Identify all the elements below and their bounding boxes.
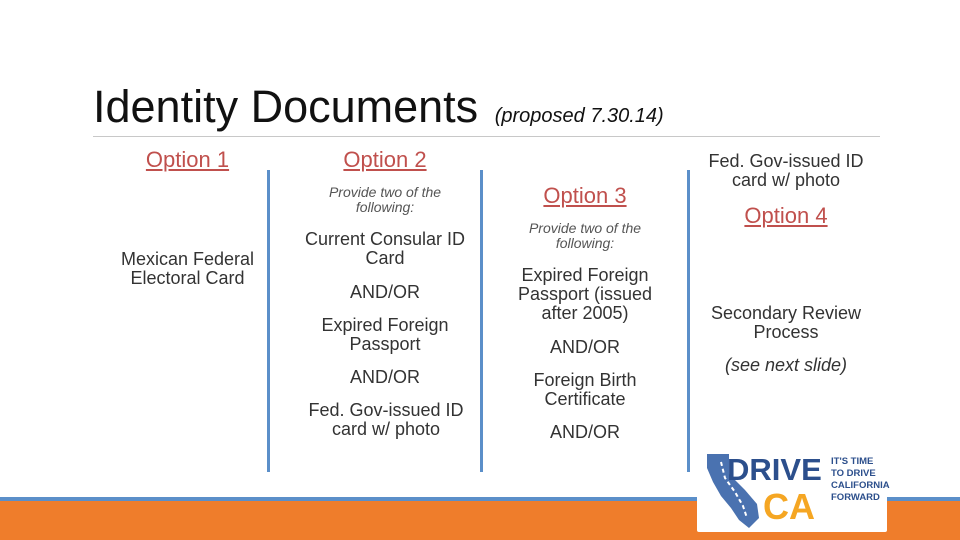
- option3-andor-2: AND/OR: [549, 422, 620, 442]
- slide-title: [93, 82, 664, 132]
- option2-doc-fed-id: Fed. Gov-issued ID card w/ photo: [308, 400, 464, 439]
- logo-drive-text: DRIVE: [727, 452, 822, 487]
- column-divider-3: [687, 170, 690, 472]
- option4-process: Secondary Review Process: [710, 303, 862, 342]
- option4-note: (see next slide): [724, 355, 848, 375]
- logo-tagline: IT'S TIME TO DRIVE CALIFORNIA FORWARD: [831, 456, 890, 503]
- column-divider-1: [267, 170, 270, 472]
- option2-doc-expired-passport: Expired Foreign Passport: [321, 315, 449, 354]
- option1-doc: Mexican Federal Electoral Card: [120, 249, 255, 288]
- title-divider: [93, 136, 880, 137]
- option2-heading: Option 2: [343, 147, 427, 172]
- title-main: Identity Documents: [93, 81, 479, 132]
- logo-ca-text: CA: [763, 486, 815, 527]
- option3-instruction: Provide two of the following:: [528, 220, 642, 251]
- option2-doc-consular-id: Current Consular ID Card: [304, 229, 466, 268]
- option3-andor-1: AND/OR: [549, 337, 620, 357]
- drive-ca-logo: [697, 448, 890, 532]
- option2-andor-2: AND/OR: [349, 367, 420, 387]
- column-divider-2: [480, 170, 483, 472]
- option4-preface: Fed. Gov-issued ID card w/ photo: [708, 151, 864, 190]
- option4-heading: Option 4: [744, 203, 828, 228]
- option1-heading: Option 1: [145, 147, 230, 172]
- title-subtitle: (proposed 7.30.14): [494, 105, 664, 127]
- option3-doc-birth-certificate: Foreign Birth Certificate: [533, 370, 637, 409]
- option2-instruction: Provide two of the following:: [328, 184, 442, 215]
- option2-andor-1: AND/OR: [349, 282, 420, 302]
- option3-heading: Option 3: [543, 183, 627, 208]
- option3-doc-expired-passport: Expired Foreign Passport (issued after 2005): [517, 265, 653, 323]
